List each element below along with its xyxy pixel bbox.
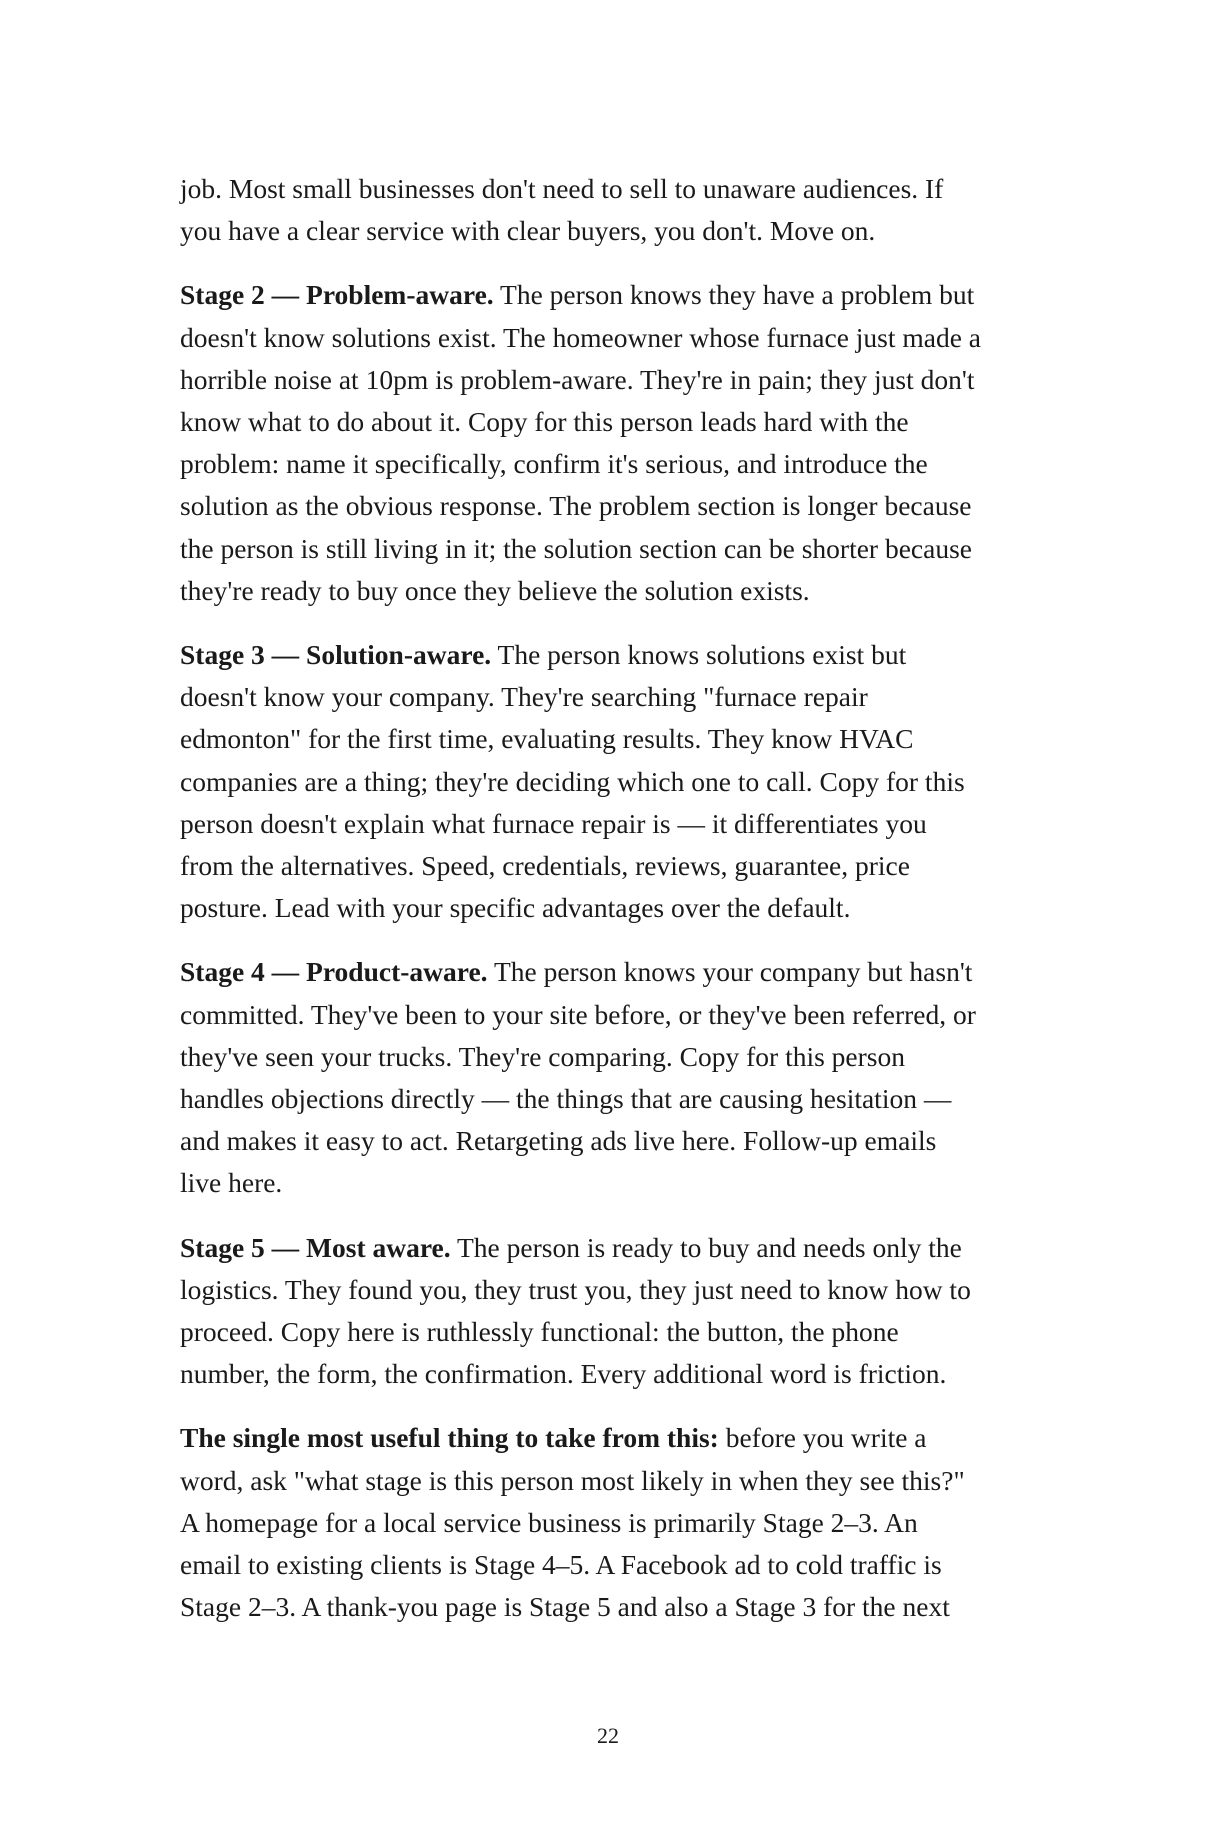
paragraph-stage-3 [180, 634, 1050, 929]
line: you have a clear service with clear buyers, you don't. Move on. [180, 215, 876, 247]
line: horrible noise at 10pm is problem-aware. They're in pain; they just don't [180, 363, 975, 395]
line: logistics. They found you, they trust you, they just need to know how to [180, 1273, 971, 1305]
stage-heading: Stage 2 — Problem-aware. [180, 279, 494, 311]
line: posture. Lead with your specific advantages over the default. [180, 892, 851, 924]
line: person doesn't explain what furnace repair is — it differentiates you [180, 807, 927, 839]
line: solution as the obvious response. The problem section is longer because [180, 490, 972, 522]
line: The person knows solutions exist but [491, 639, 907, 671]
line: email to existing clients is Stage 4–5. A Facebook ad to cold traffic is [180, 1549, 942, 1581]
line: companies are a thing; they're deciding which one to call. Copy for this [180, 765, 965, 797]
line: edmonton" for the first time, evaluating results. They know HVAC [180, 723, 914, 755]
line: problem: name it specifically, confirm it's serious, and introduce the [180, 448, 928, 480]
line: the person is still living in it; the solution section can be shorter because [180, 532, 972, 564]
stage-heading: Stage 3 — Solution-aware. [180, 639, 492, 671]
paragraph-stage-4 [180, 951, 1050, 1204]
line: they've seen your trucks. They're comparing. Copy for this person [180, 1040, 905, 1072]
line: they're ready to buy once they believe the solution exists. [180, 574, 810, 606]
paragraph-stage-1-continuation [180, 168, 1050, 252]
line: A homepage for a local service business is primarily Stage 2–3. An [180, 1506, 918, 1538]
line: word, ask "what stage is this person most likely in when they see this?" [180, 1464, 965, 1496]
paragraph-stage-5 [180, 1227, 1050, 1396]
body-text [180, 168, 1050, 1651]
line: proceed. Copy here is ruthlessly functional: the button, the phone [180, 1316, 899, 1348]
line: from the alternatives. Speed, credentials, reviews, guarantee, price [180, 850, 910, 882]
line: job. Most small businesses don't need to sell to unaware audiences. If [180, 173, 944, 204]
line: and makes it easy to act. Retargeting ads live here. Follow-up emails [180, 1125, 937, 1157]
takeaway-heading: The single most useful thing to take from this: [180, 1422, 719, 1454]
paragraph-stage-2 [180, 274, 1050, 612]
line: doesn't know your company. They're searching "furnace repair [180, 681, 868, 713]
line: know what to do about it. Copy for this person leads hard with the [180, 406, 909, 438]
line: Stage 2–3. A thank-you page is Stage 5 and also a Stage 3 for the next [180, 1591, 950, 1623]
line: doesn't know solutions exist. The homeowner whose furnace just made a [180, 321, 982, 353]
line: The person knows they have a problem but [493, 279, 975, 311]
line: before you write a [718, 1422, 927, 1454]
line: live here. [180, 1167, 283, 1199]
line: number, the form, the confirmation. Every additional word is friction. [180, 1358, 947, 1390]
stage-heading: Stage 5 — Most aware. [180, 1231, 451, 1263]
page-number: 22 [597, 1723, 619, 1748]
paragraph-key-takeaway [180, 1417, 1050, 1628]
line: The person knows your company but hasn't [487, 956, 973, 988]
line: handles objections directly — the things that are causing hesitation — [180, 1083, 952, 1115]
line: committed. They've been to your site before, or they've been referred, or [180, 998, 976, 1030]
stage-heading: Stage 4 — Product-aware. [180, 956, 488, 988]
line: The person is ready to buy and needs only the [450, 1231, 962, 1263]
